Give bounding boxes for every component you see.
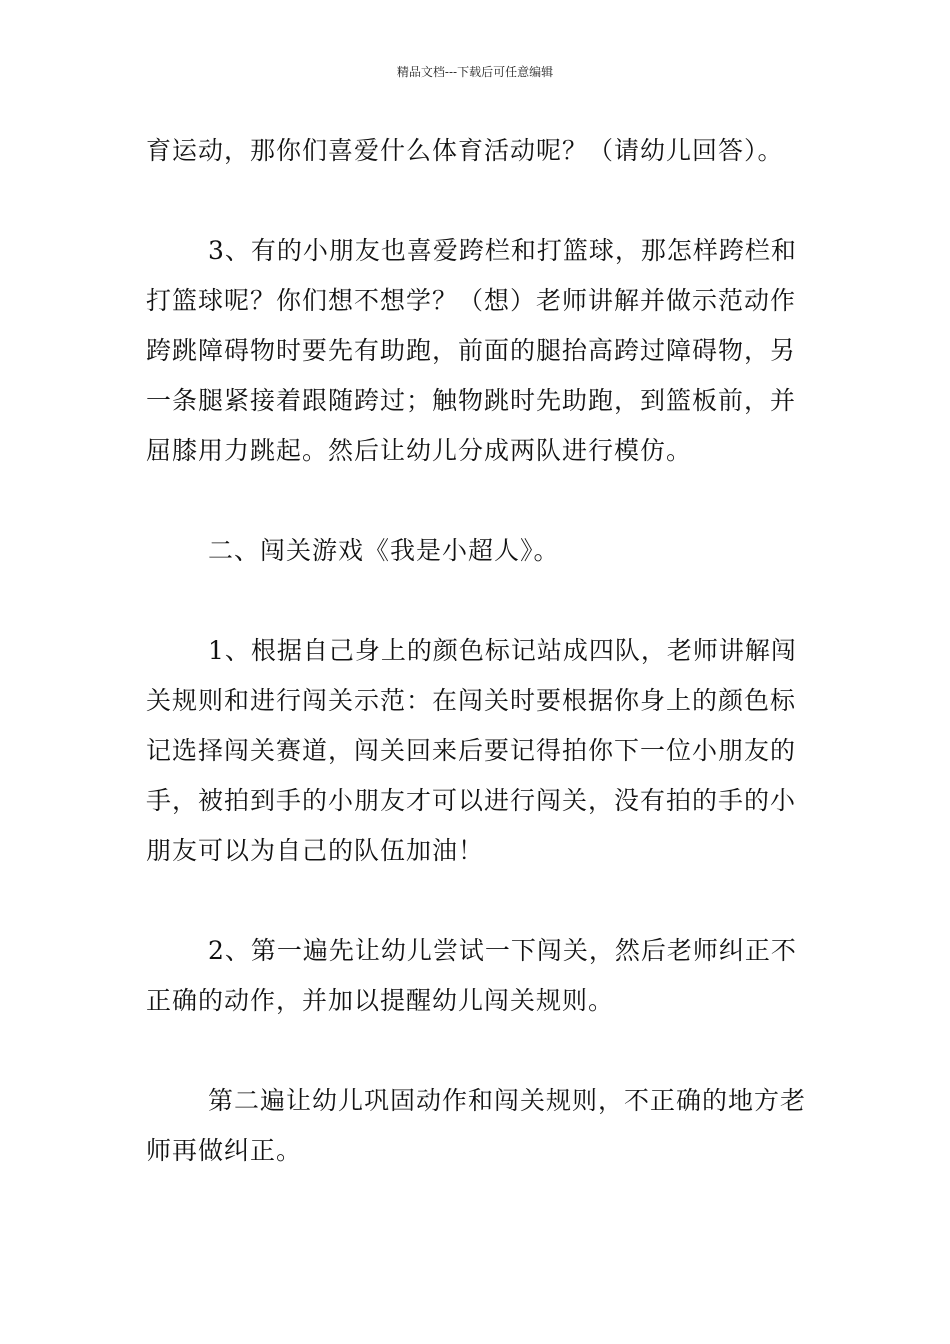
paragraph-6 [146,1076,808,1176]
paragraph-2 [146,226,808,476]
paragraph-line: 2、第一遍先让幼儿尝试一下闯关，然后老师纠正不 [208,936,797,965]
section-heading [146,526,808,576]
paragraph-gap [146,176,808,226]
paragraph-line: 记选择闯关赛道，闯关回来后要记得拍你下一位小朋友的 [146,736,797,765]
paragraph-gap [146,576,808,626]
paragraph-line: 师再做纠正。 [146,1136,303,1165]
paragraph-line: 屈膝用力跳起。然后让幼儿分成两队进行模仿。 [146,436,693,465]
page-header: 精品文档---下载后可任意编辑 [396,65,554,79]
paragraph-1 [146,126,808,176]
paragraph-line: 正确的动作，并加以提醒幼儿闯关规则。 [146,986,615,1015]
paragraph-gap [146,876,808,926]
paragraph-line: 育运动，那你们喜爱什么体育活动呢？（请幼儿回答）。 [146,136,784,165]
paragraph-line: 1、根据自己身上的颜色标记站成四队，老师讲解闯 [208,636,797,665]
paragraph-gap [146,476,808,526]
paragraph-line: 3、有的小朋友也喜爱跨栏和打篮球，那怎样跨栏和 [208,236,797,265]
paragraph-gap [146,1026,808,1076]
paragraph-line: 二、闯关游戏《我是小超人》。 [208,536,560,565]
paragraph-line: 朋友可以为自己的队伍加油！ [146,836,485,865]
paragraph-line: 关规则和进行闯关示范：在闯关时要根据你身上的颜色标 [146,686,797,715]
paragraph-line: 打篮球呢？你们想不想学？（想）老师讲解并做示范动作 [146,286,797,315]
paragraph-line: 手，被拍到手的小朋友才可以进行闯关，没有拍的手的小 [146,786,797,815]
paragraph-line: 一条腿紧接着跟随跨过；触物跳时先助跑，到篮板前，并 [146,386,797,415]
paragraph-line: 跨跳障碍物时要先有助跑，前面的腿抬高跨过障碍物，另 [146,336,797,365]
paragraph-4 [146,626,808,876]
document-body [146,126,808,1176]
paragraph-5 [146,926,808,1026]
paragraph-line: 第二遍让幼儿巩固动作和闯关规则，不正确的地方老 [208,1086,807,1115]
